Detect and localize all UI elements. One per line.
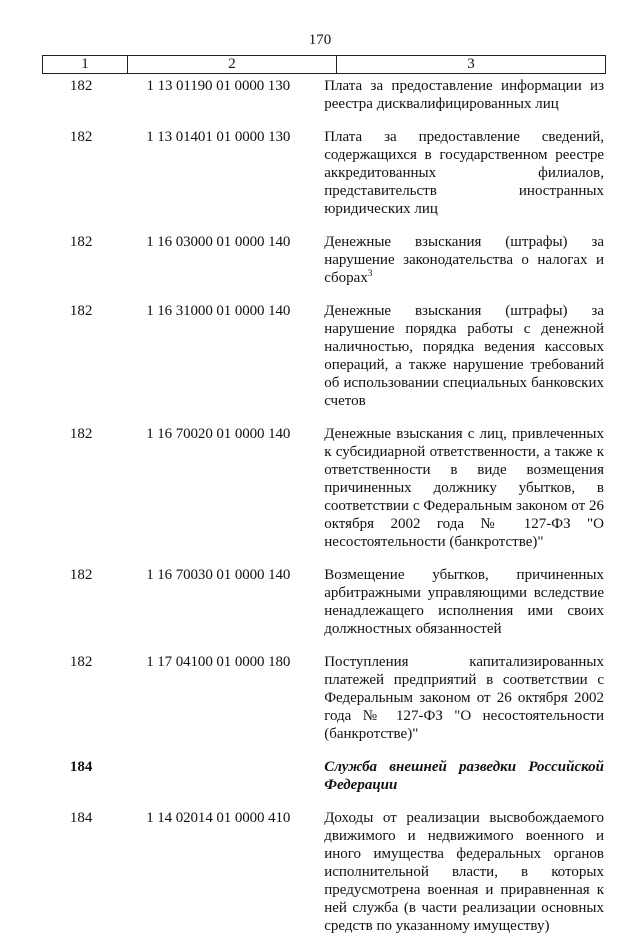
revenue-description: Возмещение убытков, причиненных арбитражными управляющими вследствие ненадлежащего исполнения ими своих должностных обязанностей [324,567,604,637]
admin-code: 184 [69,759,93,775]
budget-classification-code: 1 13 01401 01 0000 130 [146,129,291,145]
budget-classification-code: 1 14 02014 01 0000 410 [146,810,291,826]
admin-code: 184 [69,810,93,826]
revenue-description: Плата за предоставление информации из реестра дисквалифицированных лиц [324,78,604,112]
budget-classification-code: 1 17 04100 01 0000 180 [146,654,291,670]
admin-code: 182 [69,426,93,442]
budget-classification-code: 1 16 70020 01 0000 140 [146,426,291,442]
revenue-description: Плата за предоставление сведений, содержащихся в государственном реестре аккредитованных филиалов, представительств иностранных юридических лиц [324,129,604,217]
admin-code: 182 [69,129,93,145]
budget-classification-code: 1 13 01190 01 0000 130 [146,78,291,94]
table-row [42,653,604,743]
admin-code: 182 [69,303,93,319]
table-row [42,566,604,638]
budget-classification-code: 1 16 03000 01 0000 140 [146,234,291,250]
column-header-3: 3 [467,56,475,72]
revenue-description: Денежные взыскания с лиц, привлеченных к субсидиарной ответственности, а также к ответственности в виде возмещения причиненных должнику убытков, в соответствии с Федеральным законом от 26 октября 2002 года № 127-ФЗ "О несостоятельности (банкротстве)" [324,426,604,550]
budget-classification-code [120,758,316,794]
table-row [42,809,604,935]
admin-code: 182 [69,234,93,250]
admin-code: 182 [69,654,93,670]
table-header [42,55,606,74]
revenue-description: Денежные взыскания (штрафы) за нарушение законодательства о налогах и сборах$^3$ [324,234,604,286]
table-row [42,425,604,551]
table-row [42,128,604,218]
budget-classification-code: 1 16 70030 01 0000 140 [146,567,291,583]
table-row [42,77,604,113]
revenue-description: Доходы от реализации высвобождаемого движимого и недвижимого военного и иного имущества федеральных органов исполнительной власти, в которых предусмотрена военная и приравненная к ней служба (в части реализации основных средств по указанному имуществу) [324,810,604,934]
column-header-2: 2 [128,56,337,73]
revenue-description: Денежные взыскания (штрафы) за нарушение порядка работы с денежной наличностью, порядка ведения кассовых операций, а также нарушение требований об использовании специальных банковских счетов [324,303,604,409]
column-header-1: 1 [43,56,128,73]
table-row [42,233,604,287]
admin-code: 182 [69,567,93,583]
budget-classification-code: 1 16 31000 01 0000 140 [146,303,291,319]
footnote-marker: 3 [367,268,373,278]
table-row [42,302,604,410]
table-row-section-heading [42,758,604,794]
revenue-description: Поступления капитализированных платежей предприятий в соответствии с Федеральным законом от 26 октября 2002 года № 127-ФЗ "О несостоятельности (банкротстве)" [324,654,604,742]
section-heading: Служба внешней разведки Российской Федерации [324,759,604,793]
page-number: 170 [308,32,332,48]
admin-code: 182 [69,78,93,94]
table-body [42,77,604,950]
